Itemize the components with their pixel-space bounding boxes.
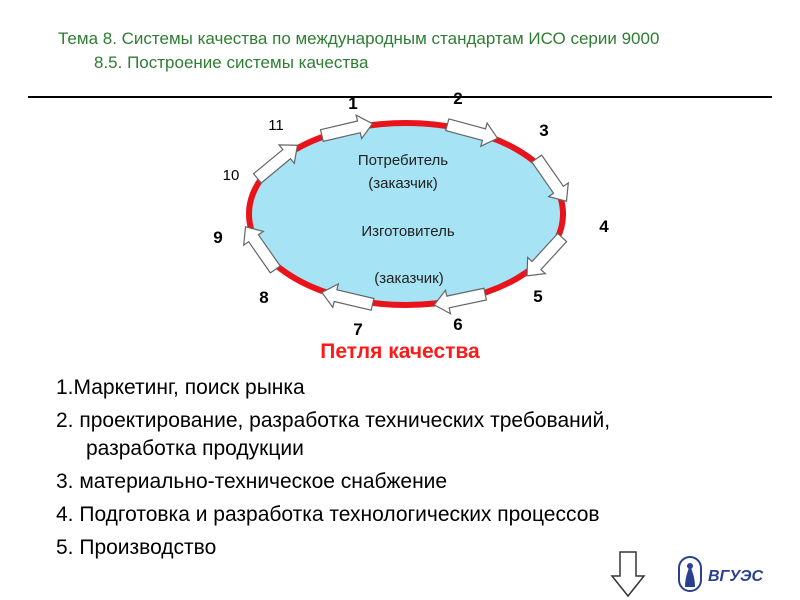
step-item-1: 1.Маркетинг, поиск рынка: [56, 376, 305, 399]
seal-logo-icon: [676, 555, 776, 595]
loop-number-5: 5: [533, 287, 543, 306]
loop-number-2: 2: [453, 89, 463, 108]
center-label-customer-2: (заказчик): [374, 270, 444, 287]
loop-number-4: 4: [599, 217, 609, 236]
loop-title: Петля качества: [320, 340, 480, 363]
center-label-manufacturer: Изготовитель: [361, 223, 455, 240]
loop-number-11: 11: [268, 117, 284, 134]
logo-text: ВГУЭС: [708, 568, 764, 585]
step-item-5: 5. Производство: [56, 536, 217, 559]
down-arrow-icon[interactable]: [608, 550, 648, 598]
page-title: Тема 8. Системы качества по международным стандартам ИСО серии 9000: [58, 29, 660, 48]
steps-list: [56, 374, 646, 567]
step-item-4: 4. Подготовка и разработка технологических процессов: [56, 503, 600, 526]
loop-number-1: 1: [348, 94, 358, 113]
loop-number-9: 9: [213, 228, 223, 247]
step-item-3: 3. материально-техническое снабжение: [56, 470, 448, 493]
loop-number-7: 7: [353, 320, 363, 339]
loop-number-6: 6: [453, 315, 463, 334]
loop-number-10: 10: [222, 167, 240, 184]
page-subtitle: 8.5. Построение системы качества: [94, 53, 369, 72]
loop-number-8: 8: [259, 288, 269, 307]
loop-number-3: 3: [539, 121, 549, 140]
center-label-consumer: Потребитель: [357, 152, 449, 169]
step-item-2: 2. проектирование, разработка технических требований, разработка продукции: [56, 409, 611, 460]
center-label-customer: (заказчик): [368, 175, 438, 192]
